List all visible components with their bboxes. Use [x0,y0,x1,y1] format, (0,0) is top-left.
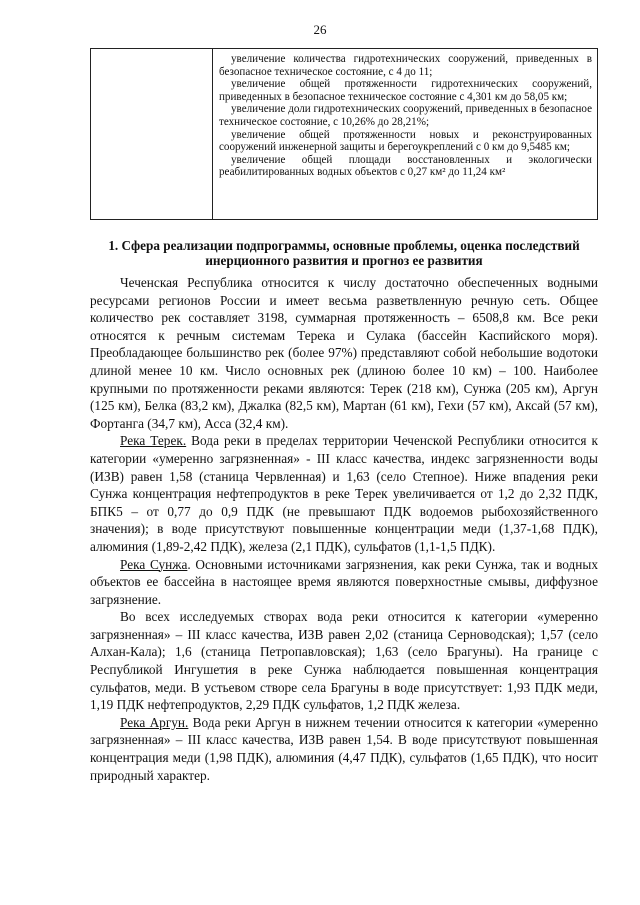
river-name-argun: Река Аргун. [120,714,189,730]
terek-text: Вода реки в пределах территории Чеченской Республики относится к категории «умеренно загрязненная» - III класс качества, индекс загрязненности воды (ИЗВ) равен 1,58 (станица Червленная) и 1,63 (село Степное). Ниже впадения реки Сунжа концентрация нефтепродуктов в реке Терек увеличивается от 1,2 до 2,32 ПДК, БПК5 – от 0,77 до 0,9 ПДК (не превышают ПДК водоемов рыбохозяйственного значения); в воде присутствуют повышенные концентрации меди (1,37-1,68 ПДК), алюминия (1,89-2,42 ПДК), железа (2,1 ПДК), сульфатов (1,1-1,5 ПДК). [90,433,598,554]
table-right-cell [213,49,598,220]
indicator-item: увеличение общей площади восстановленных и экологически реабилитированных водных объектов с 0,27 км² до 11,24 км² [219,153,592,179]
table-row [91,49,598,220]
argun-paragraph [90,714,598,784]
indicators-table [90,48,598,220]
sunzha-detail-paragraph: Во всех исследуемых створах вода реки относится к категории «умеренно загрязненная» – III класс качества, ИЗВ равен 2,02 (станица Серноводская); 1,57 (село Алхан-Кала); 1,6 (станица Петропавловская); 1,63 (село Брагуны). На границе с Республикой Ингушетия в реке Сунжа наблюдается повышенная концентрация сульфатов, меди. В устьевом створе села Брагуны в воде присутствует: 1,93 ПДК меди, 1,19 ПДК нефтепродуктов, 2,29 ПДК сульфатов, 1,2 ПДК железа. [90,609,598,713]
sunzha-paragraph [90,556,598,609]
section-heading: 1. Сфера реализации подпрограммы, основные проблемы, оценка последствий инерционного развития и прогноз ее развития [108,238,580,268]
indicator-item: увеличение доли гидротехнических сооружений, приведенных в безопасное техническое состояние, с 10,26% до 28,21%; [219,103,592,128]
indicator-item: увеличение общей протяженности гидротехнических сооружений, приведенных в безопасное техническое состояние с 4,301 км до 58,05 км; [219,78,592,103]
river-name-terek: Река Терек. [120,433,187,449]
river-name-sunzha: Река Сунжа [120,556,188,572]
indicator-list [213,49,597,181]
sunzha-text: . Основными источниками загрязнения, как реки Сунжа, так и водных объектов ее бассейна в настоящее время являются поверхностные смывы, диффузное загрязнение. [90,556,598,607]
argun-text: Вода реки Аргун в нижнем течении относится к категории «умеренно загрязненная» – III класс качества, ИЗВ равен 1,54. В воде присутствуют повышенная концентрация меди (1,98 ПДК), алюминия (4,47 ПДК), сульфатов (1,65 ПДК), что носит природный характер. [90,714,599,783]
table-left-cell [91,49,213,220]
section-body [90,274,598,784]
indicator-item: увеличение количества гидротехнических сооружений, приведенных в безопасное техническое состояние, с 4 до 11; [219,53,592,78]
terek-paragraph [90,432,598,555]
page-number: 26 [313,22,327,37]
indicator-item: увеличение общей протяженности новых и реконструированных сооружений инженерной защиты и берегоукреплений с 0 км до 9,5485 км; [219,128,592,154]
intro-paragraph: Чеченская Республика относится к числу достаточно обеспеченных водными ресурсами регионов России и имеет весьма разветвленную речную сеть. Общее количество рек составляет 3198, суммарная протяженность – 6508,8 км. Все реки относятся к речным системам Терека и Сулака (бассейн Каспийского моря). Преобладающее большинство рек (более 97%) представляют собой небольшие водотоки длиной менее 10 км. Число основных рек (длиною более 10 км) – 100. Наиболее крупными по протяженности реками являются: Терек (218 км), Сунжа (205 км), Аргун (125 км), Белка (83,2 км), Джалка (82,5 км), Мартан (61 км), Гехи (57 км), Аксай (57 км), Фортанга (34,7 км), Асса (32,4 км). [90,275,598,431]
